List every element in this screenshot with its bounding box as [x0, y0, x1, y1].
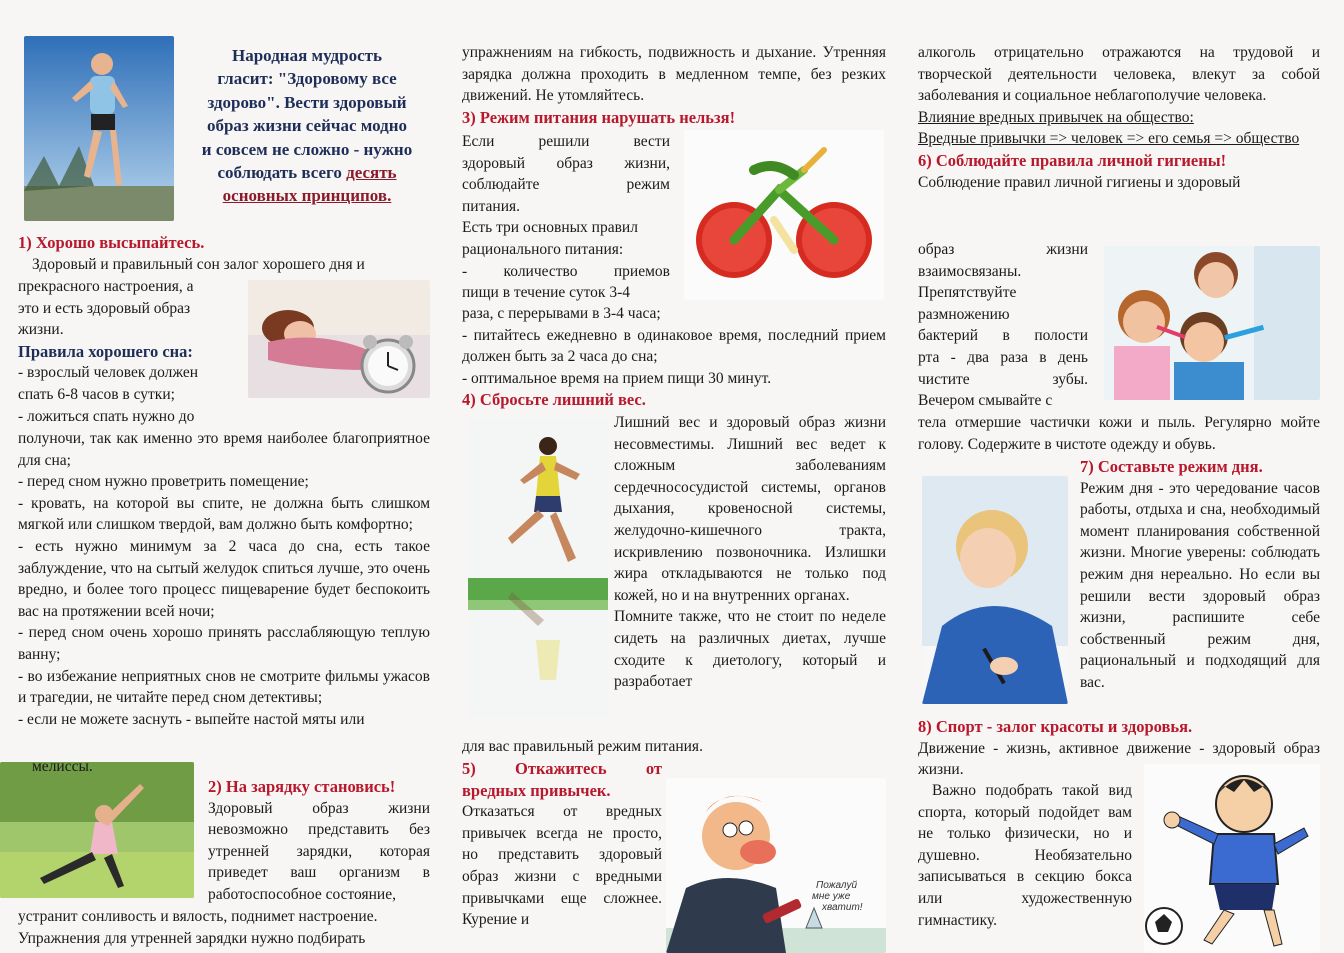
paragraph: Лишний вес и здоровый образ жизни несовместимы. Лишний вес ведет к сложным заболеваниям сердечнососудистой системы, органов дыхания, кровеносной системы, желудочно-кишечного тракта, искривлению позвоночника. Излишки жира откладываются не только под кожей, но и на внутренних органах.: [614, 414, 886, 604]
sleeping-woman-photo: [248, 280, 430, 398]
paragraph: Отказаться от вредных привычек всегда не просто, но представить здоровый образ жизни с вредными привычками еще сложнее. Курение и: [462, 803, 662, 929]
paragraph: чистите зубы.: [918, 370, 1088, 388]
paragraph: бактерий в полости: [918, 327, 1088, 345]
rule-item: - взрослый человек должен: [18, 364, 199, 382]
paragraph: для вас правильный режим питания.: [462, 738, 703, 755]
section-title-habits: 5) Откажитесь от: [462, 759, 662, 778]
vegetable-bicycle-image: [684, 130, 884, 300]
rule-item: - есть нужно минимум за 2 часа до сна, есть такое заблуждение, что на сытый желудок спиться лучше, это очень вредно, и более того процесс пищеварение будет беспокоить вас на протяжении всей ночи;: [18, 537, 430, 620]
rule-item: - кровать, на которой вы спите, не должна быть слишком мягкой или слишком твердой, вам должно быть комфортно;: [18, 494, 430, 534]
rule-item: полуночи, так как именно это время наиболее благоприятное для сна;: [18, 430, 430, 469]
paragraph: Препятствуйте: [918, 284, 1017, 302]
intro-link-principles: основных принципов.: [222, 186, 392, 206]
habit-impact-heading: Влияние вредных привычек на общество:: [918, 108, 1194, 126]
section-title-habits-2: вредных привычек.: [462, 780, 611, 800]
intro-line: соблюдать всего: [217, 163, 347, 183]
section-title-sport: 8) Спорт - залог красоты и здоровья.: [918, 717, 1193, 736]
section-title-exercise: 2) На зарядку становись!: [208, 777, 396, 796]
paragraph: Вечером смывайте с: [918, 392, 1053, 410]
rule-item: - перед сном нужно проветрить помещение;: [18, 473, 309, 491]
exercise-photo: [0, 762, 194, 898]
section-title-schedule: 7) Составьте режим дня.: [1080, 457, 1263, 476]
paragraph: - количество приемов: [462, 262, 670, 280]
paragraph: рационального питания:: [462, 240, 624, 258]
intro-link-ten: десять: [346, 163, 397, 183]
paragraph: рта - два раза в день: [918, 348, 1088, 366]
paragraph: Соблюдение правил личной гигиены и здоровый: [918, 173, 1241, 191]
paragraph: работоспособное состояние,: [208, 885, 396, 903]
paragraph: это и есть здоровый образ: [18, 299, 191, 317]
section-title-sleep: 1) Хорошо высыпайтесь.: [18, 233, 205, 252]
column-1: [18, 0, 430, 953]
paragraph: - питайтесь ежедневно в одинаковое время, последний прием должен быть за 2 часа до сна;: [462, 326, 886, 366]
cartoon-man-image: [666, 778, 886, 953]
rule-item: - ложиться спать нужно до: [18, 407, 195, 425]
paragraph: приведет ваш организм в: [208, 864, 430, 882]
intro-text: [182, 44, 432, 208]
column-3: [918, 0, 1320, 953]
paragraph: соблюдайте режим: [462, 176, 670, 194]
running-woman-image: [468, 418, 608, 718]
paragraph: - оптимальное время на прием пищи 30 минут.: [462, 369, 772, 387]
paragraph: жизни.: [18, 321, 64, 339]
habit-impact-chain: Вредные привычки => человек => его семья => общество: [918, 130, 1300, 148]
paragraph: раза, с перерывами в 3-4 часа;: [462, 305, 661, 322]
paragraph: взаимосвязаны.: [918, 262, 1022, 280]
paragraph: питания.: [462, 197, 521, 215]
section-title-hygiene: 6) Соблюдайте правила личной гигиены!: [918, 150, 1227, 170]
paragraph: Движение - жизнь, активное движение - здоровый образ жизни.: [918, 739, 1320, 779]
cartoon-football-boy: [1144, 764, 1320, 953]
paragraph: прекрасного настроения, а: [18, 278, 194, 295]
rule-item: - перед сном очень хорошо принять расслабляющую теплую ванну;: [18, 624, 430, 663]
paragraph: Если решили вести: [462, 133, 670, 150]
intro-line: гласит: "Здоровому все: [217, 69, 397, 89]
subtitle-sleep-rules: Правила хорошего сна:: [18, 341, 193, 361]
paragraph: образ жизни: [918, 241, 1088, 258]
speech-bubble-line: хватит!: [822, 902, 863, 913]
paragraph: Помните также, что не стоит по неделе сидеть на различных диетах, лучше сходите к диетологу, который и разработает: [614, 608, 886, 691]
paragraph: Здоровый образ жизни: [208, 799, 430, 817]
paragraph: упражнениям на гибкость, подвижность и дыхание. Утренняя зарядка должна проходить в медленном темпе, без резких движений. Не утомляйтесь.: [462, 44, 886, 105]
paragraph: здоровый образ жизни,: [462, 154, 670, 172]
intro-line: образ жизни сейчас модно: [206, 116, 408, 136]
runner-photo: [24, 36, 174, 221]
rule-item: - во избежание неприятных снов не смотрите фильмы ужасов и трагедии, не читайте перед сном детективы;: [18, 667, 430, 707]
section-title-weight: 4) Сбросьте лишний вес.: [462, 390, 646, 410]
paragraph: тела отмершие частички кожи и пыль. Регулярно мойте голову. Содержите в чистоте одежду и обувь.: [918, 414, 1320, 453]
paragraph: размножению: [918, 305, 1010, 323]
paragraph: утренней зарядки, которая: [208, 842, 430, 860]
paragraph: невозможно представить без: [208, 821, 430, 839]
intro-line: здорово". Вести здоровый: [207, 92, 407, 112]
rule-item: мелиссы.: [32, 758, 93, 775]
rule-item: спать 6-8 часов в сутки;: [18, 385, 175, 403]
speech-bubble-line: Пожалуй: [816, 880, 858, 891]
paragraph: пищи в течение суток 3-4: [462, 284, 630, 302]
family-brushing-teeth-photo: [1104, 246, 1320, 400]
section-title-nutrition: 3) Режим питания нарушать нельзя!: [462, 107, 736, 127]
boy-writing-photo: [922, 476, 1068, 704]
paragraph: алкоголь отрицательно отражаются на трудовой и творческой деятельности человека, влекут за собой заболевания и социальное неблагополучие человека.: [918, 44, 1320, 105]
intro-line: Народная мудрость: [232, 46, 382, 65]
paragraph: Есть три основных правил: [462, 219, 638, 237]
paragraph: устранит сонливость и вялость, поднимет настроение.: [18, 908, 378, 925]
rule-item: - если не можете заснуть - выпейте настой мяты или: [18, 710, 365, 728]
paragraph: Важно подобрать такой вид спорта, который подойдет вам не только физически, но и душевно. Необязательно записываться в секцию бокса или художественную гимнастику.: [918, 782, 1132, 929]
intro-line: и совсем не сложно - нужно: [201, 139, 413, 159]
paragraph: Упражнения для утренней зарядки нужно подбирать: [18, 929, 366, 947]
speech-bubble-line: мне уже: [812, 891, 851, 902]
paragraph: Здоровый и правильный сон залог хорошего дня и: [32, 255, 365, 273]
paragraph: Режим дня - это чередование часов работы, отдыха и сна, необходимый момент планирования собственной жизни. Многие уверены: соблюдать режим дня нереально. Но если вы решили вести здоровый образ жизни, распишите себе собственный режим дня, рациональный и подходящий для вас.: [1080, 479, 1320, 691]
column-2: [462, 0, 886, 953]
